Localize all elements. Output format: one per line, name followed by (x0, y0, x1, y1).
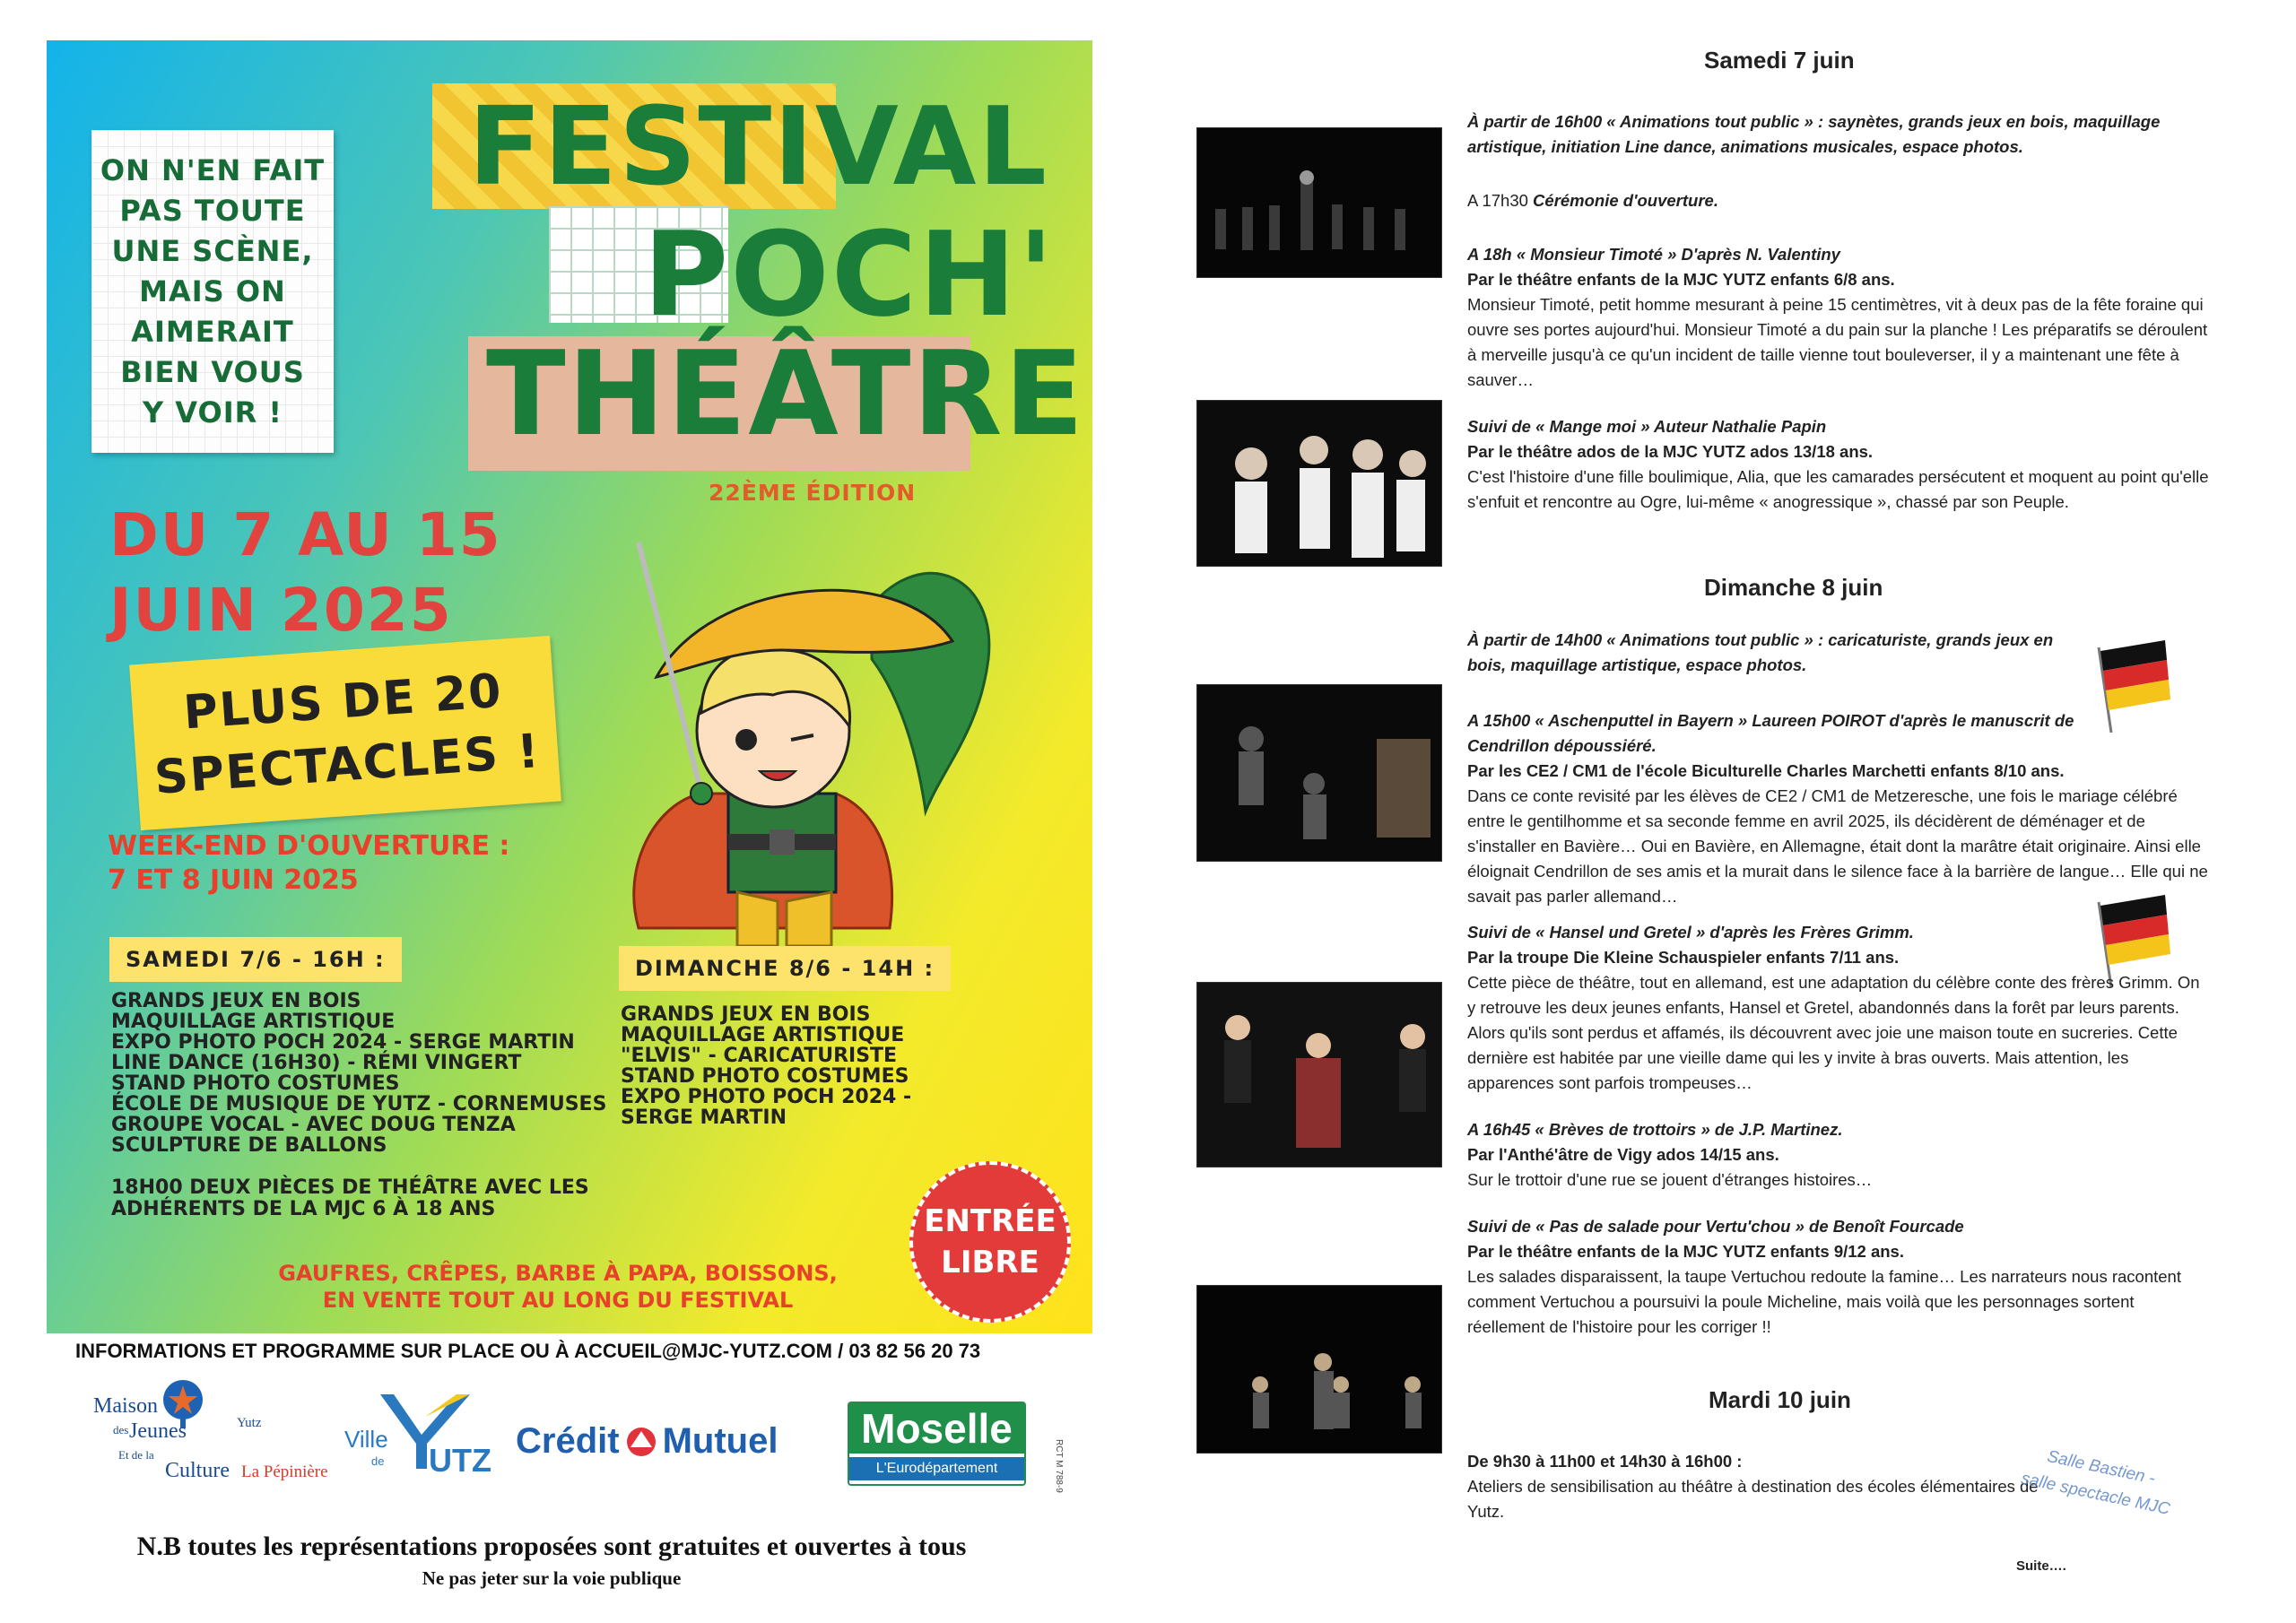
photo-mange-moi (1196, 400, 1442, 567)
stage-photo (1197, 685, 1441, 861)
nb-note: N.B toutes les représentations proposées sont gratuites et ouvertes à tous (136, 1532, 967, 1561)
list-item: SERGE MARTIN (621, 1107, 787, 1129)
credit-mutuel-logo (516, 1421, 778, 1462)
stage-photo (1197, 128, 1441, 277)
mjc-jeunes: Jeunes (129, 1419, 187, 1443)
show-by: Par l'Anthé'âtre de Vigy ados 14/15 ans. (1467, 1145, 1779, 1164)
suite-label: Suite…. (2016, 1558, 2066, 1574)
food-note: GAUFRES, CRÊPES, BARBE À PAPA, BOISSONS, EN VENTE TOUT AU LONG DU FESTIVAL (278, 1261, 838, 1313)
mardi-desc: Ateliers de sensibilisation au théâtre à destination des écoles élémentaires de Yutz. (1467, 1477, 2039, 1521)
photo-vertuchou (1196, 1285, 1442, 1454)
stage-photo (1197, 1286, 1441, 1453)
show-by: Par la troupe Die Kleine Schauspieler enfants 7/11 ans. (1467, 948, 1900, 967)
show-desc: C'est l'histoire d'une fille boulimique, Alia, que les camarades persécutent et moquent au point qu'elle s'enfuit et rencontre au Ogre, lui-même « anogressique », chassé par son Peuple. (1467, 467, 2209, 511)
mjc-yutz: Yutz (237, 1416, 262, 1430)
ville-label: Ville (344, 1426, 388, 1453)
title-festival: FESTIVAL (468, 85, 1048, 210)
mjc-maison: Maison (93, 1394, 158, 1418)
musketeer-illustration (603, 525, 1015, 973)
note-text: ON N'EN FAIT PAS TOUTE UNE SCÈNE, MAIS ON AIMERAIT BIEN VOUS Y VOIR ! (100, 152, 326, 430)
credit-label: Crédit (516, 1421, 620, 1461)
show-title: Suivi de « Pas de salade pour Vertu'chou » de Benoît Fourcade (1467, 1217, 1964, 1236)
mjc-pepiniere: La Pépinière (241, 1462, 328, 1481)
mjc-culture: Culture (165, 1459, 230, 1482)
theatre-pieces-note: 18H00 DEUX PIÈCES DE THÉÂTRE AVEC LES ADHÉRENTS DE LA MJC 6 À 18 ANS (111, 1176, 589, 1220)
samedi-anim-text: À partir de 16h00 « Animations tout public » : saynètes, grands jeux en bois, maquillage artistique, initiation Line dance, animations musicales, espace photos. (1467, 112, 2161, 156)
shows-count-text: PLUS DE 20 SPECTACLES ! (152, 664, 543, 805)
show-by: Par le théâtre enfants de la MJC YUTZ enfants 9/12 ans. (1467, 1242, 1904, 1261)
list-item: MAQUILLAGE ARTISTIQUE (621, 1024, 905, 1046)
ville-de: de (371, 1454, 385, 1468)
mardi-block (1467, 1449, 2077, 1524)
list-item: STAND PHOTO COSTUMES (621, 1065, 909, 1088)
dimanche-show-1 (1467, 708, 2212, 909)
list-item: ÉCOLE DE MUSIQUE DE YUTZ - CORNEMUSES (111, 1093, 607, 1115)
ceremony-time: A 17h30 (1467, 191, 1534, 210)
moselle-sub: L'Eurodépartement (849, 1457, 1024, 1480)
list-item: MAQUILLAGE ARTISTIQUE (111, 1011, 396, 1033)
dimanche-show-4 (1467, 1214, 2212, 1340)
print-code: RCT M 788-9 (1054, 1439, 1064, 1493)
festival-poster (47, 40, 1092, 1333)
mjc-etdela: Et de la (118, 1448, 154, 1462)
mardi-time: De 9h30 à 11h00 et 14h30 à 16h00 : (1467, 1452, 1743, 1471)
festival-dates: DU 7 AU 15 JUIN 2025 (109, 500, 502, 645)
show-title: A 15h00 « Aschenputtel in Bayern » Laureen POIROT d'après le manuscrit de Cendrillon dépoussiéré. (1467, 711, 2074, 755)
list-item: SCULPTURE DE BALLONS (111, 1134, 387, 1157)
contact-info: INFORMATIONS ET PROGRAMME SUR PLACE OU À ACCUEIL@MJC-YUTZ.COM / 03 82 56 20 73 (75, 1340, 981, 1362)
nepas-note: Ne pas jeter sur la voie publique (422, 1567, 682, 1589)
samedi-anim (1467, 109, 2212, 160)
stage-photo (1197, 401, 1441, 566)
mjc-des: des (113, 1423, 129, 1436)
ceremony-label: Cérémonie d'ouverture. (1533, 191, 1718, 210)
free-entry-text: ENTRÉE LIBRE (924, 1203, 1057, 1280)
mardi-heading: Mardi 10 juin (1709, 1386, 1851, 1413)
credit-mutuel-icon (623, 1424, 659, 1460)
dimanche-show-2 (1467, 920, 2212, 1096)
photo-hansel-gretel (1196, 982, 1442, 1167)
show-desc: Monsieur Timoté, petit homme mesurant à peine 15 centimètres, vit à deux pas de la fête foraine qui ouvre ses portes aujourd'hui. Monsieur Timoté a du pain sur la planche ! Les préparatifs se déroulent à merveille jusqu'à ce qu'un incident de taille vienne tout bouleverser, il y a maintenant une fête à sauver… (1467, 295, 2208, 389)
venue-stamp: Salle Bastien - salle spectacle MJC (2019, 1446, 2172, 1520)
dimanche-anim-text: À partir de 14h00 « Animations tout public » : caricaturiste, grands jeux en bois, maquillage artistique, espace photos. (1467, 630, 2054, 674)
ville-yutz-logo (344, 1390, 491, 1488)
list-item: LINE DANCE (16H30) - RÉMI VINGERT (111, 1052, 522, 1074)
edition-label: 22ÈME ÉDITION (709, 480, 917, 506)
show-title: Suivi de « Mange moi » Auteur Nathalie Papin (1467, 417, 1827, 436)
list-item: GROUPE VOCAL - AVEC DOUG TENZA (111, 1114, 516, 1136)
list-item: STAND PHOTO COSTUMES (111, 1072, 400, 1095)
photo-timote (1196, 127, 1442, 278)
list-item: GRANDS JEUX EN BOIS (111, 990, 361, 1012)
samedi-heading: Samedi 7 juin (1704, 47, 1855, 74)
moselle-logo (848, 1402, 1026, 1486)
show-title: Suivi de « Hansel und Gretel » d'après les Frères Grimm. (1467, 923, 1914, 942)
sticky-note (91, 130, 334, 453)
shows-count-badge (129, 636, 561, 830)
show-desc: Sur le trottoir d'une rue se jouent d'étranges histoires… (1467, 1170, 1873, 1189)
show-by: Par le théâtre enfants de la MJC YUTZ enfants 6/8 ans. (1467, 270, 1895, 289)
show-title: A 16h45 « Brèves de trottoirs » de J.P. Martinez. (1467, 1120, 1843, 1139)
dimanche-activities (621, 1004, 911, 1128)
samedi-ceremony (1467, 188, 2212, 213)
samedi-show-2 (1467, 414, 2212, 515)
samedi-tag: SAMEDI 7/6 - 16H : (109, 937, 402, 982)
ville-yutz: UTZ (429, 1442, 491, 1479)
mjc-logo (75, 1376, 362, 1493)
opening-weekend: WEEK-END D'OUVERTURE : 7 ET 8 JUIN 2025 (108, 830, 510, 896)
show-desc: Cette pièce de théâtre, tout en allemand, est une adaptation du célèbre conte des frères Grimm. On y retrouve les deux jeunes enfants, Hansel et Gretel, abandonnés dans la forêt par leurs parents. Alors qu'ils sont perdus et affamés, ils découvrent avec joie une maison toute en sucreries. Cette dernière est habitée par une vieille dame qui les y invite à bras ouverts. Mais attention, les apparences sont parfois trompeuses… (1467, 973, 2200, 1092)
list-item: EXPO PHOTO POCH 2024 - SERGE MARTIN (111, 1031, 575, 1054)
dimanche-tag: DIMANCHE 8/6 - 14H : (619, 946, 951, 991)
show-desc: Les salades disparaissent, la taupe Vertuchou redoute la famine… Les narrateurs nous racontent comment Vertuchou a poursuivi la poule Micheline, mais voilà que les personnages sortent réellement de l'histoire pour les corriger !! (1467, 1267, 2181, 1336)
dimanche-anim (1467, 628, 2077, 678)
title-poch: POCH' (643, 206, 1056, 343)
list-item: EXPO PHOTO POCH 2024 - (621, 1086, 912, 1108)
mutuel-label: Mutuel (662, 1421, 778, 1461)
samedi-show-1 (1467, 242, 2212, 393)
moselle-label: Moselle (849, 1403, 1024, 1454)
dimanche-show-3 (1467, 1117, 2212, 1193)
samedi-activities (111, 991, 606, 1156)
show-by: Par les CE2 / CM1 de l'école Biculturelle Charles Marchetti enfants 8/10 ans. (1467, 761, 2065, 780)
photo-aschenputtel (1196, 684, 1442, 862)
list-item: "ELVIS" - CARICATURISTE (621, 1045, 898, 1067)
dimanche-heading: Dimanche 8 juin (1704, 574, 1883, 601)
stage-photo (1197, 983, 1441, 1167)
show-by: Par le théâtre ados de la MJC YUTZ ados 13/18 ans. (1467, 442, 1874, 461)
show-desc: Dans ce conte revisité par les élèves de CE2 / CM1 de Metzeresche, une fois le mariage célébré entre le gentilhomme et sa seconde femme en avril 2025, ils décidèrent de déménager et de s'installer en Bavière… Oui en Bavière, en Allemagne, était dont la marâtre était originaire. Ainsi elle éloignait Cendrillon de ses amis et la murait dans le silence face à la barrière de langue… Elle qui ne savait pas parler allemand… (1467, 786, 2208, 906)
show-title: A 18h « Monsieur Timoté » D'après N. Valentiny (1467, 245, 1840, 264)
title-theatre: THÉÂTRE (486, 325, 1086, 462)
list-item: GRANDS JEUX EN BOIS (621, 1003, 871, 1026)
